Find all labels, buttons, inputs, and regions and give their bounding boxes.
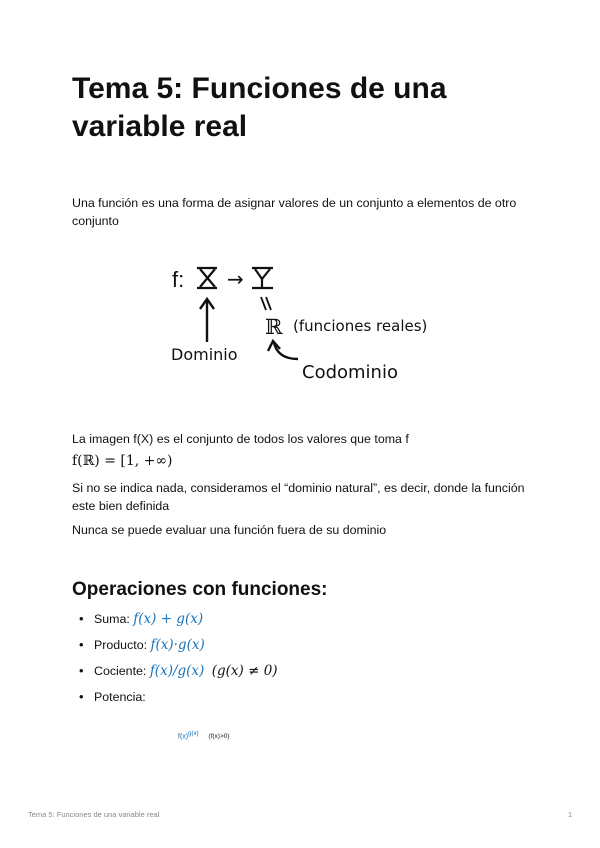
reals-note: (funciones reales) xyxy=(293,317,428,335)
domain-set-x xyxy=(197,268,217,288)
sum-formula: f(x) + g(x) xyxy=(133,611,204,627)
evaluate-paragraph: Nunca se puede evaluar una función fuera de su dominio xyxy=(72,523,387,537)
domain-arrow xyxy=(200,299,214,342)
power-exponent: g(x) xyxy=(188,731,199,737)
footer-title: Tema 5: Funciones de una variable real xyxy=(28,810,160,819)
product-label: Producto: xyxy=(94,638,148,652)
page-title: Tema 5: Funciones de una variable real xyxy=(72,72,447,143)
sum-label: Suma: xyxy=(94,612,130,626)
image-formula: f(ℝ) = [1, +∞) xyxy=(72,453,173,469)
image-paragraph: La imagen f(X) es el conjunto de todos los valores que toma f xyxy=(72,432,409,446)
reals-symbol: ℝ xyxy=(265,315,283,339)
power-condition: (f(x)>0) xyxy=(208,733,230,741)
footer-page-number: 1 xyxy=(568,810,573,819)
quotient-label: Cociente: xyxy=(94,664,147,678)
list-item-sum xyxy=(72,608,278,634)
power-base: f(x) xyxy=(178,733,189,741)
codomain-arrow xyxy=(268,341,298,359)
codomain-label: Codominio xyxy=(302,362,398,383)
list-item-power xyxy=(72,686,278,712)
function-diagram xyxy=(160,255,460,385)
quotient-condition: (g(x) ≠ 0) xyxy=(211,663,278,679)
operations-heading: Operaciones con funciones: xyxy=(72,579,328,600)
codomain-set-y xyxy=(252,268,273,288)
power-label: Potencia: xyxy=(94,690,146,704)
operations-list xyxy=(72,608,278,712)
equals-marks xyxy=(261,297,271,310)
product-formula: f(x)·g(x) xyxy=(150,637,205,653)
intro-paragraph: Una función es una forma de asignar valores de un conjunto a elementos de otro conjunto xyxy=(72,196,517,228)
power-formula-block xyxy=(178,731,230,740)
list-item-quotient xyxy=(72,660,278,686)
list-item-product xyxy=(72,634,278,660)
diagram-f-label: f: xyxy=(172,267,185,292)
domain-label: Dominio xyxy=(171,345,238,364)
diagram-arrow: → xyxy=(227,267,244,291)
quotient-formula: f(x)/g(x) xyxy=(149,663,205,679)
natural-domain-paragraph: Si no se indica nada, consideramos el “dominio natural”, es decir, donde la función este bien definida xyxy=(72,481,525,513)
